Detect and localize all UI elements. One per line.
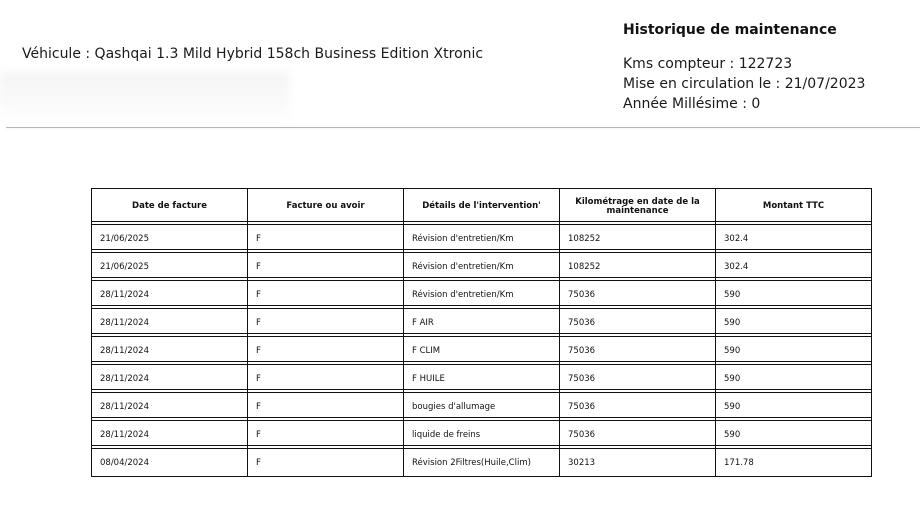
cell-type: F [248, 449, 404, 476]
cell-amount: 590 [716, 309, 871, 337]
table-header-row [92, 189, 871, 225]
maintenance-table [91, 188, 872, 477]
cell-amount: 302.4 [716, 225, 871, 253]
cell-type: F [248, 393, 404, 421]
table-row [92, 281, 871, 309]
cell-date: 28/11/2024 [92, 421, 248, 449]
cell-date: 28/11/2024 [92, 365, 248, 393]
column-header-amount: Montant TTC [716, 189, 871, 225]
cell-mileage: 75036 [560, 309, 716, 337]
document-title: Historique de maintenance [623, 22, 837, 38]
cell-amount: 590 [716, 421, 871, 449]
cell-mileage: 75036 [560, 393, 716, 421]
cell-details: F HUILE [404, 365, 560, 393]
cell-mileage: 75036 [560, 421, 716, 449]
faded-area [0, 72, 290, 120]
column-header-type: Facture ou avoir [248, 189, 404, 225]
cell-details: Révision d'entretien/Km [404, 253, 560, 281]
table-row [92, 253, 871, 281]
cell-mileage: 30213 [560, 449, 716, 476]
cell-details: Révision d'entretien/Km [404, 225, 560, 253]
table-row [92, 309, 871, 337]
cell-mileage: 108252 [560, 225, 716, 253]
cell-amount: 590 [716, 365, 871, 393]
cell-type: F [248, 281, 404, 309]
table-row [92, 393, 871, 421]
cell-date: 21/06/2025 [92, 253, 248, 281]
cell-mileage: 108252 [560, 253, 716, 281]
cell-mileage: 75036 [560, 337, 716, 365]
vehicle-description: Véhicule : Qashqai 1.3 Mild Hybrid 158ch Business Edition Xtronic [22, 46, 484, 62]
cell-details: Révision 2Filtres(Huile,Clim) [404, 449, 560, 476]
cell-date: 21/06/2025 [92, 225, 248, 253]
model-year: Année Millésime : 0 [623, 96, 761, 112]
cell-amount: 171.78 [724, 457, 754, 468]
cell-type: F [248, 225, 404, 253]
cell-details: liquide de freins [404, 421, 560, 449]
table-row [92, 421, 871, 449]
cell-type: F [248, 421, 404, 449]
column-header-mileage: Kilométrage en date de la maintenance [560, 189, 716, 225]
cell-details: Révision d'entretien/Km [404, 281, 560, 309]
registration-date: Mise en circulation le : 21/07/2023 [623, 76, 866, 92]
table-row [92, 365, 871, 393]
table-row [92, 225, 871, 253]
cell-mileage: 75036 [560, 365, 716, 393]
table-row [92, 337, 871, 365]
cell-details: F CLIM [404, 337, 560, 365]
odometer-reading: Kms compteur : 122723 [623, 56, 793, 72]
cell-type: F [248, 337, 404, 365]
cell-mileage: 75036 [560, 281, 716, 309]
cell-type: F [248, 253, 404, 281]
column-header-details: Détails de l'intervention' [404, 189, 560, 225]
cell-amount: 590 [716, 337, 871, 365]
cell-details: bougies d'allumage [404, 393, 560, 421]
header-divider [6, 127, 920, 128]
cell-amount: 590 [716, 281, 871, 309]
maintenance-header [623, 22, 865, 114]
column-header-date: Date de facture [92, 189, 248, 225]
cell-amount: 302.4 [716, 253, 871, 281]
cell-type: F [248, 365, 404, 393]
cell-date: 28/11/2024 [92, 337, 248, 365]
cell-date: 08/04/2024 [92, 449, 248, 476]
table-row [92, 449, 871, 476]
cell-details: F AIR [404, 309, 560, 337]
vehicle-info [623, 54, 865, 114]
cell-date: 28/11/2024 [92, 393, 248, 421]
cell-amount: 590 [716, 393, 871, 421]
cell-date: 28/11/2024 [92, 281, 248, 309]
cell-type: F [248, 309, 404, 337]
cell-date: 28/11/2024 [92, 309, 248, 337]
